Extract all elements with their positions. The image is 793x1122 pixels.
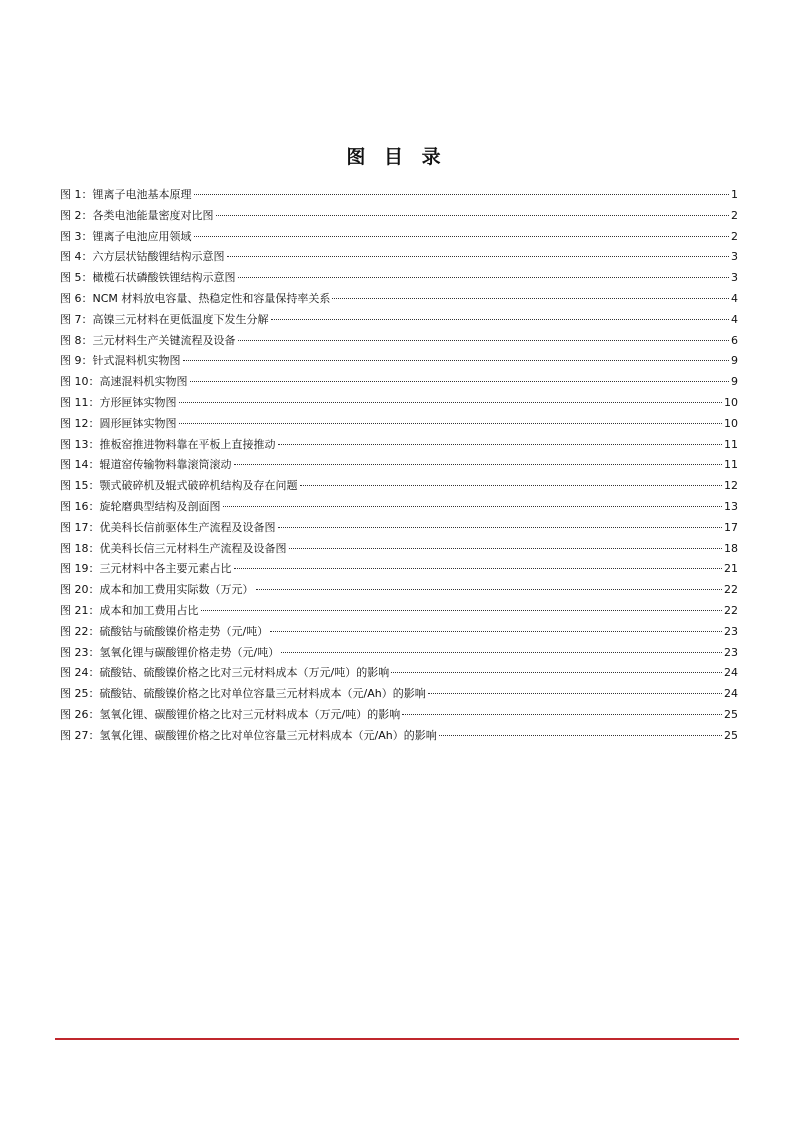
toc-dot-leader: [183, 360, 730, 361]
toc-dot-leader: [402, 714, 722, 715]
toc-dot-leader: [289, 548, 723, 549]
toc-entry-label: 图 11：方形匣钵实物图: [60, 395, 177, 409]
toc-entry[interactable]: [60, 351, 738, 372]
toc-entry-label: 图 7：高镍三元材料在更低温度下发生分解: [60, 312, 269, 326]
toc-entry[interactable]: [60, 622, 738, 643]
toc-entry[interactable]: [60, 518, 738, 539]
toc-entry-label: 图 17：优美科长信前驱体生产流程及设备图: [60, 520, 276, 534]
toc-entry-label: 图 26：氢氧化锂、碳酸锂价格之比对三元材料成本（万元/吨）的影响: [60, 707, 401, 721]
toc-entry-label: 图 10：高速混料机实物图: [60, 375, 188, 389]
toc-entry-page-number: 22: [724, 603, 738, 617]
toc-entry-page-number: 17: [724, 520, 738, 534]
toc-entry-page-number: 9: [731, 354, 738, 368]
toc-entry-label: 图 24：硫酸钴、硫酸镍价格之比对三元材料成本（万元/吨）的影响: [60, 666, 390, 680]
toc-entry-label: 图 6：NCM 材料放电容量、热稳定性和容量保持率关系: [60, 291, 331, 305]
toc-dot-leader: [234, 464, 723, 465]
toc-entry[interactable]: [60, 643, 738, 664]
toc-entry[interactable]: [60, 476, 738, 497]
toc-entry-label: 图 25：硫酸钴、硫酸镍价格之比对单位容量三元材料成本（元/Ah）的影响: [60, 687, 426, 701]
toc-dot-leader: [271, 319, 730, 320]
toc-entry-page-number: 2: [731, 229, 738, 243]
toc-dot-leader: [194, 194, 730, 195]
toc-dot-leader: [278, 527, 723, 528]
toc-entry-page-number: 21: [724, 562, 738, 576]
toc-entry-page-number: 3: [731, 271, 738, 285]
toc-entry[interactable]: [60, 310, 738, 331]
toc-entry[interactable]: [60, 185, 738, 206]
toc-dot-leader: [300, 485, 723, 486]
toc-dot-leader: [190, 381, 730, 382]
toc-entry-label: 图 19：三元材料中各主要元素占比: [60, 562, 232, 576]
toc-entry-label: 图 13：推板窑推进物料靠在平板上直接推动: [60, 437, 276, 451]
toc-dot-leader: [234, 568, 723, 569]
toc-entry[interactable]: [60, 331, 738, 352]
toc-entry-page-number: 3: [731, 250, 738, 264]
toc-dot-leader: [439, 735, 722, 736]
toc-entry[interactable]: [60, 206, 738, 227]
toc-entry-page-number: 24: [724, 687, 738, 701]
toc-entry[interactable]: [60, 247, 738, 268]
toc-entry-page-number: 4: [731, 291, 738, 305]
toc-entry-page-number: 25: [724, 707, 738, 721]
toc-entry[interactable]: [60, 393, 738, 414]
toc-entry[interactable]: [60, 268, 738, 289]
toc-dot-leader: [201, 610, 723, 611]
toc-entry[interactable]: [60, 559, 738, 580]
toc-entry-page-number: 6: [731, 333, 738, 347]
toc-entry-page-number: 22: [724, 583, 738, 597]
toc-dot-leader: [238, 340, 730, 341]
toc-entry[interactable]: [60, 497, 738, 518]
toc-entry-label: 图 27：氢氧化锂、碳酸锂价格之比对单位容量三元材料成本（元/Ah）的影响: [60, 728, 437, 742]
toc-dot-leader: [428, 693, 722, 694]
toc-entry-page-number: 11: [724, 458, 738, 472]
toc-entry-page-number: 24: [724, 666, 738, 680]
toc-dot-leader: [194, 236, 730, 237]
toc-entry[interactable]: [60, 455, 738, 476]
toc-entry-page-number: 4: [731, 312, 738, 326]
toc-dot-leader: [227, 256, 730, 257]
toc-entry-label: 图 21：成本和加工费用占比: [60, 603, 199, 617]
toc-dot-leader: [256, 589, 723, 590]
toc-entry-label: 图 4：六方层状钴酸锂结构示意图: [60, 250, 225, 264]
toc-dot-leader: [270, 631, 722, 632]
toc-dot-leader: [216, 215, 730, 216]
toc-entry-page-number: 13: [724, 499, 738, 513]
toc-entry[interactable]: [60, 726, 738, 747]
toc-entry[interactable]: [60, 435, 738, 456]
toc-entry-label: 图 12：圆形匣钵实物图: [60, 416, 177, 430]
toc-entry-label: 图 9：针式混料机实物图: [60, 354, 181, 368]
toc-entry-page-number: 18: [724, 541, 738, 555]
toc-dot-leader: [278, 444, 723, 445]
toc-entry[interactable]: [60, 539, 738, 560]
toc-entry[interactable]: [60, 705, 738, 726]
toc-entry-label: 图 23：氢氧化锂与碳酸锂价格走势（元/吨）: [60, 645, 280, 659]
toc-entry-label: 图 2：各类电池能量密度对比图: [60, 208, 214, 222]
toc-entry[interactable]: [60, 227, 738, 248]
toc-dot-leader: [281, 652, 722, 653]
toc-entry[interactable]: [60, 289, 738, 310]
toc-entry-page-number: 23: [724, 624, 738, 638]
toc-entry[interactable]: [60, 601, 738, 622]
toc-entry-page-number: 1: [731, 188, 738, 201]
toc-entry-page-number: 2: [731, 208, 738, 222]
toc-entry[interactable]: [60, 663, 738, 684]
toc-entry[interactable]: [60, 414, 738, 435]
toc-entry-page-number: 10: [724, 395, 738, 409]
toc-dot-leader: [179, 402, 723, 403]
page-title: 图 目 录: [346, 146, 447, 168]
toc-entry-label: 图 5：橄榄石状磷酸铁锂结构示意图: [60, 271, 236, 285]
toc-entry-label: 图 18：优美科长信三元材料生产流程及设备图: [60, 541, 287, 555]
toc-entry-label: 图 22：硫酸钴与硫酸镍价格走势（元/吨）: [60, 624, 269, 638]
toc-entry-label: 图 16：旋轮磨典型结构及剖面图: [60, 499, 221, 513]
toc-entry-label: 图 3：锂离子电池应用领域: [60, 229, 192, 243]
toc-entry-label: 图 20：成本和加工费用实际数（万元）: [60, 583, 254, 597]
toc-dot-leader: [179, 423, 723, 424]
toc-entry-label: 图 15：颚式破碎机及辊式破碎机结构及存在问题: [60, 479, 298, 493]
toc-entry-page-number: 11: [724, 437, 738, 451]
toc-entry[interactable]: [60, 684, 738, 705]
toc-dot-leader: [391, 672, 722, 673]
toc-entry[interactable]: [60, 580, 738, 601]
toc-entry[interactable]: [60, 372, 738, 393]
toc-entry-page-number: 23: [724, 645, 738, 659]
toc-entry-page-number: 10: [724, 416, 738, 430]
toc-entry-page-number: 25: [724, 728, 738, 742]
toc-dot-leader: [223, 506, 723, 507]
toc-dot-leader: [332, 298, 729, 299]
toc-entry-label: 图 14：辊道窑传输物料靠滚筒滚动: [60, 458, 232, 472]
toc-entry-label: 图 1：锂离子电池基本原理: [60, 188, 192, 201]
toc-entry-page-number: 12: [724, 479, 738, 493]
footer-rule: [55, 1038, 739, 1040]
figure-toc-list: [60, 185, 738, 747]
toc-dot-leader: [238, 277, 730, 278]
toc-entry-label: 图 8：三元材料生产关键流程及设备: [60, 333, 236, 347]
toc-entry-page-number: 9: [731, 375, 738, 389]
